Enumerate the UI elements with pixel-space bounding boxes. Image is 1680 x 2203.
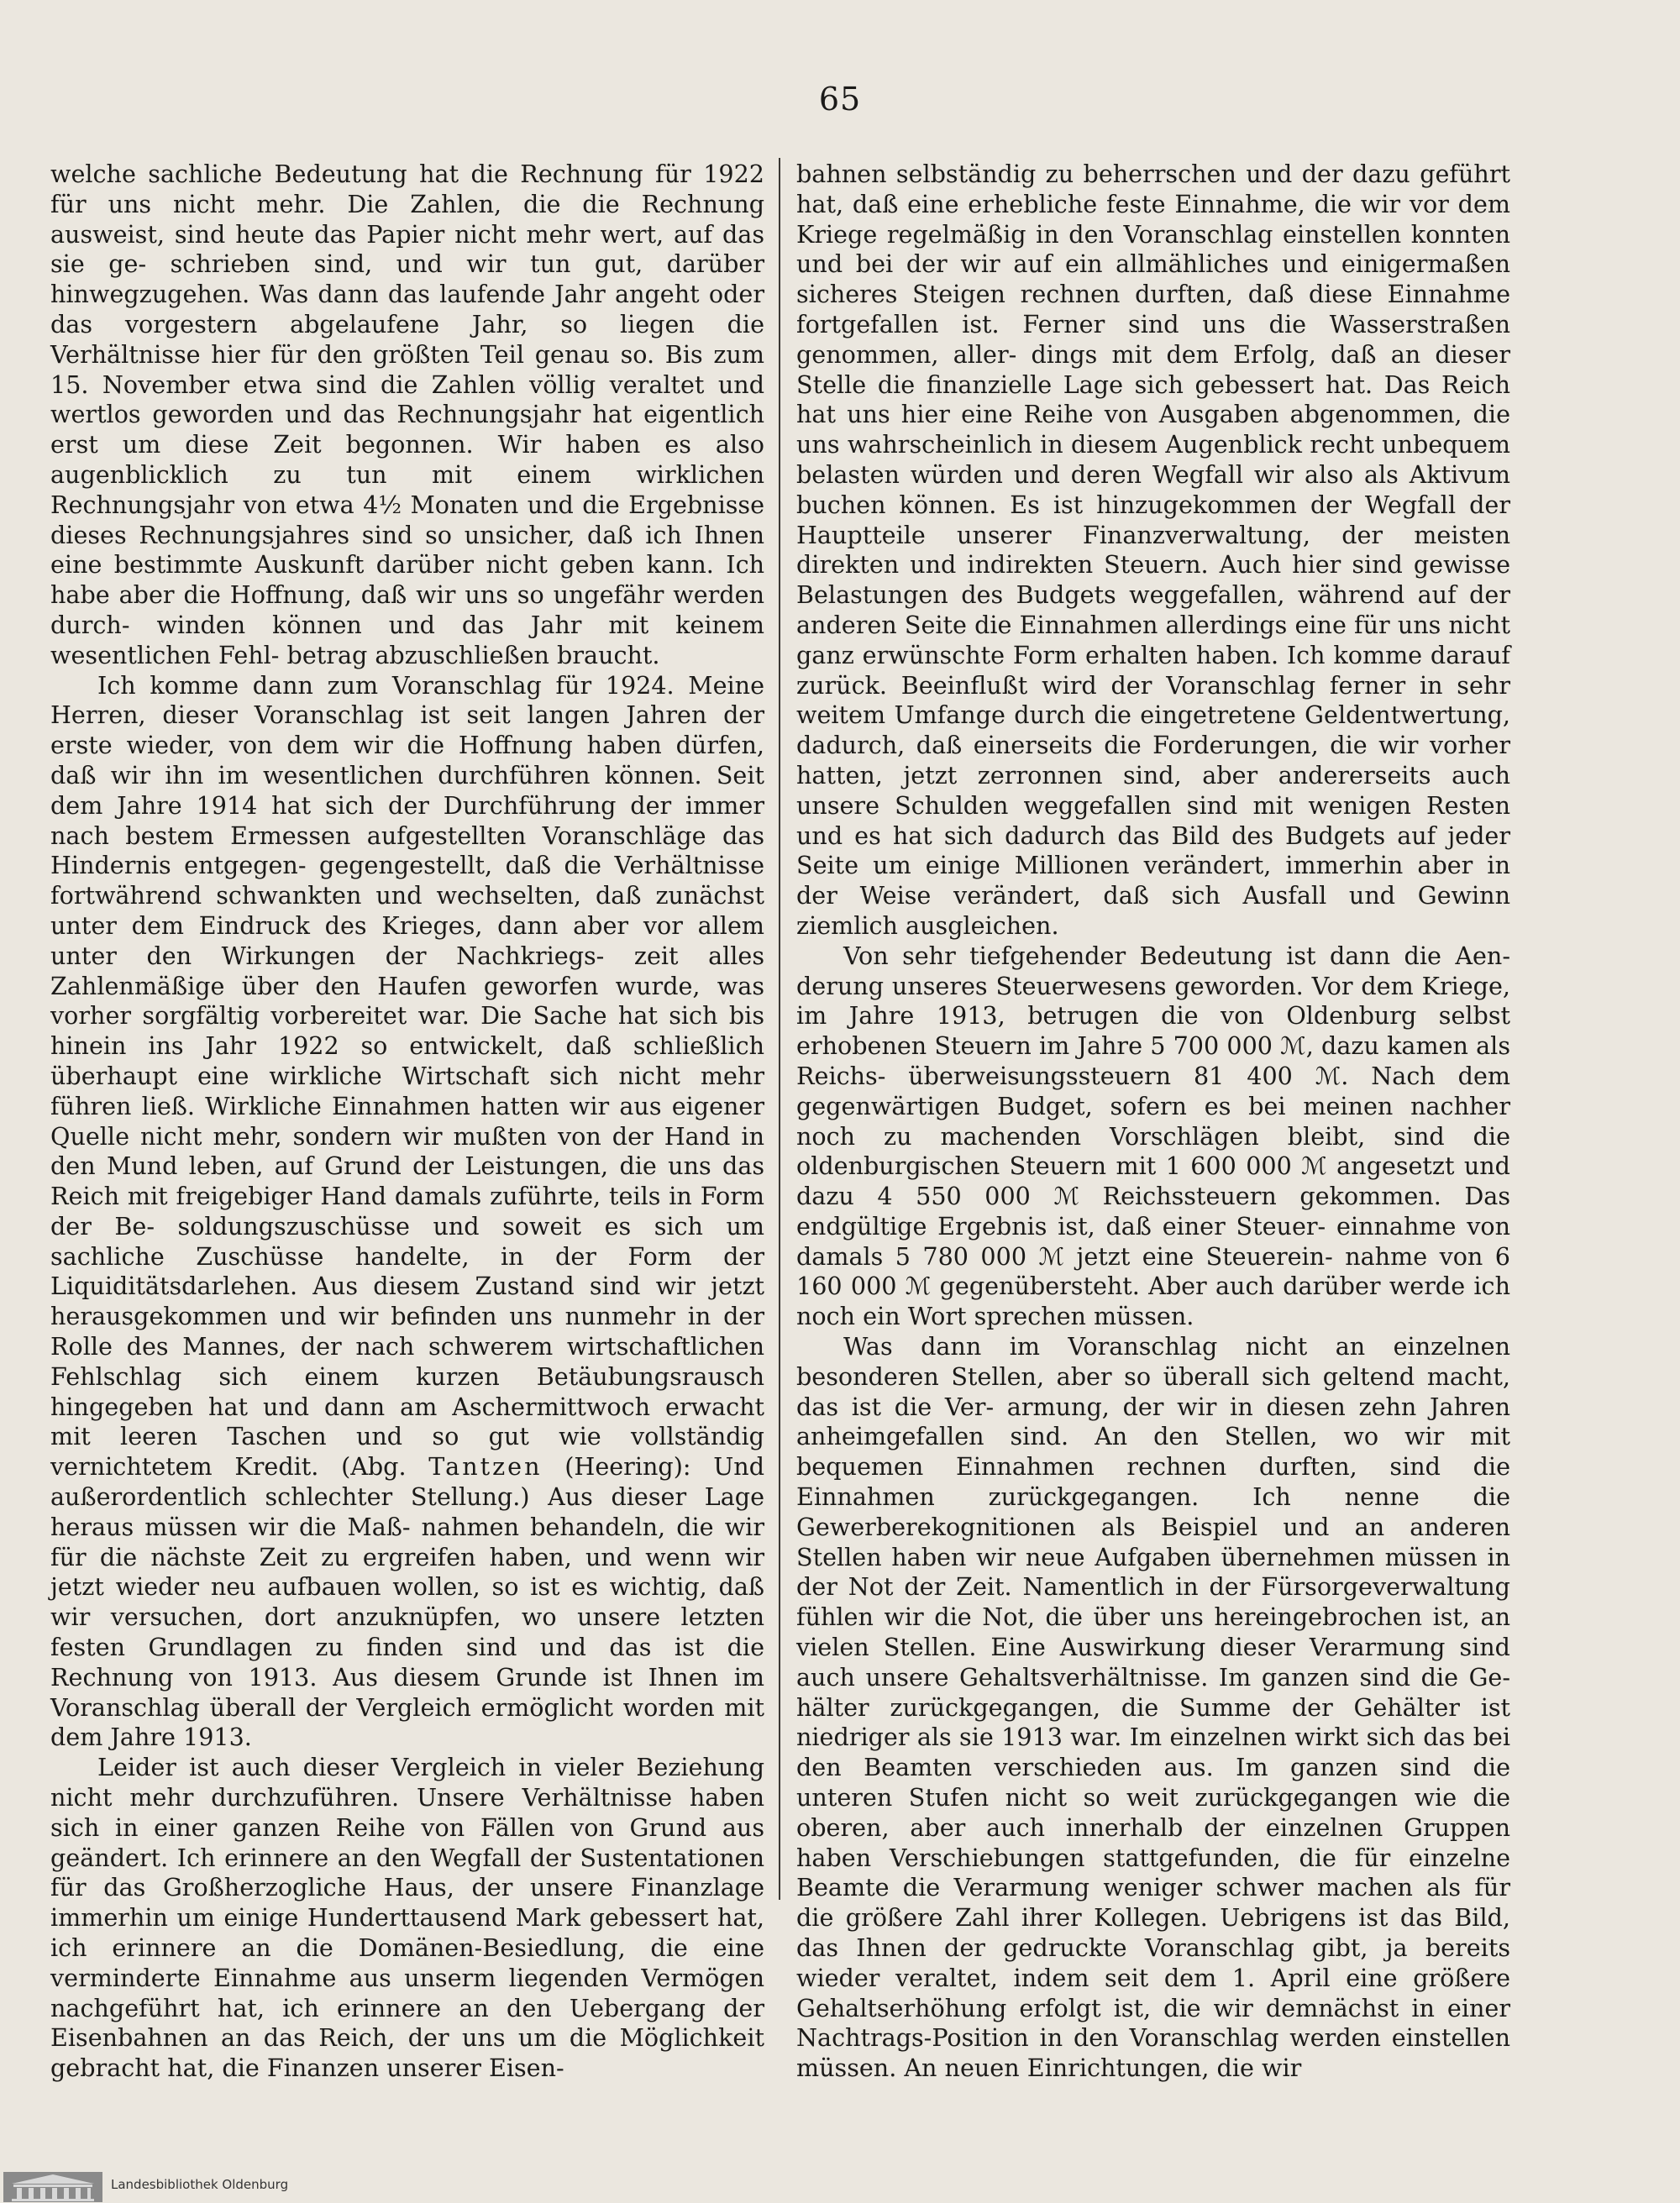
paragraph	[50, 671, 764, 1754]
footer	[0, 2167, 1680, 2203]
column-divider	[779, 158, 780, 1900]
paragraph: welche sachliche Bedeutung hat die Rechnung für 1922 für uns nicht mehr. Die Zahlen, die die Rechnung ausweist, sind heute das Papier nicht mehr wert, auf das sie ge- schrieben sind, und wir tun gut, darüber hinwegzugehen. Was dann das laufende Jahr angeht oder das vorgestern abgelaufene Jahr, so liegen die Verhältnisse hier für den größten Teil genau so. Bis zum 15. November etwa sind die Zahlen völlig veraltet und wertlos geworden und das Rechnungsjahr hat eigentlich erst um diese Zeit begonnen. Wir haben es also augenblicklich zu tun mit einem wirklichen Rechnungsjahr von etwa 4½ Monaten und die Ergebnisse dieses Rechnungsjahres sind so unsicher, daß ich Ihnen eine bestimmte Auskunft darüber nicht geben kann. Ich habe aber die Hoffnung, daß wir uns so ungefähr werden durch- winden können und das Jahr mit keinem wesentlichen Fehl- betrag abzuschließen braucht.	[50, 160, 764, 669]
library-name: Landesbibliothek Oldenburg	[111, 2177, 289, 2192]
paragraph-text: (Heering): Und außerordentlich schlechter Stellung.) Aus dieser Lage heraus müssen wir die Maß- nahmen behandeln, die wir für die nächste Zeit zu ergreifen haben, und wenn wir jetzt wieder neu aufbauen wollen, so ist es wichtig, daß wir versuchen, dort anzuknüpfen, wo unsere letzten festen Grundlagen zu finden sind und das ist die Rechnung von 1913. Aus diesem Grunde ist Ihnen im Voranschlag überall der Vergleich ermöglicht worden mit dem Jahre 1913.	[50, 1452, 765, 1752]
interjection-speaker: Tantzen	[428, 1452, 543, 1482]
page-number: 65	[818, 81, 862, 118]
paragraph: bahnen selbständig zu beherrschen und der dazu geführt hat, daß eine erhebliche feste Einnahme, die wir vor dem Kriege regelmäßig in den Voranschlag einstellen konnten und bei der wir auf ein allmähliches und einigermaßen sicheres Steigen rechnen durften, daß diese Einnahme fortgefallen ist. Ferner sind uns die Wasserstraßen genommen, aller- dings mit dem Erfolg, daß an dieser Stelle die finanzielle Lage sich gebessert hat. Das Reich hat uns hier eine Reihe von Ausgaben abgenommen, die uns wahrscheinlich in diesem Augenblick recht unbequem belasten würden und deren Wegfall wir also als Aktivum buchen können. Es ist hinzugekommen der Wegfall der Hauptteile unserer Finanzverwaltung, der meisten direkten und indirekten Steuern. Auch hier sind gewisse Belastungen des Budgets weggefallen, während auf der anderen Seite die Einnahmen allerdings eine für uns nicht ganz erwünschte Form erhalten haben. Ich komme darauf zurück. Beeinflußt wird der Voranschlag ferner in sehr weitem Umfange durch die eingetretene Geldentwertung, dadurch, daß einerseits die Forderungen, die wir vorher hatten, jetzt zerronnen sind, aber andererseits auch unsere Schulden weggefallen sind mit wenigen Resten und es hat sich dadurch das Bild des Budgets auf jeder Seite um einige Millionen verändert, immerhin aber in der Weise verändert, daß sich Ausfall und Gewinn ziemlich ausgleichen.	[796, 160, 1510, 940]
paragraph: Leider ist auch dieser Vergleich in vieler Beziehung nicht mehr durchzuführen. Unsere Verhältnisse haben sich in einer ganzen Reihe von Fällen von Grund aus geändert. Ich erinnere an den Wegfall der Sustentationen für das Großherzogliche Haus, der unsere Finanzlage immerhin um einige Hunderttausend Mark gebessert hat, ich erinnere an die Domänen-Besiedlung, die eine verminderte Einnahme aus unserm liegenden Vermögen nachgeführt hat, ich erinnere an den Uebergang der Eisenbahnen an das Reich, der uns um die Möglichkeit gebracht hat, die Finanzen unserer Eisen-	[50, 1753, 764, 2083]
paragraph-text: Ich komme dann zum Voranschlag für 1924. Meine Herren, dieser Voranschlag ist seit langen Jahren der erste wieder, von dem wir die Hoffnung haben dürfen, daß wir ihn im wesentlichen durchführen können. Seit dem Jahre 1914 hat sich der Durchführung der immer nach bestem Ermessen aufgestellten Voranschläge das Hindernis entgegen- gegengestellt, daß die Verhältnisse fortwährend schwankten und wechselten, daß zunächst unter dem Eindruck des Krieges, dann aber vor allem unter den Wirkungen der Nachkriegs- zeit alles Zahlenmäßige über den Haufen geworfen wurde, was vorher sorgfältig vorbereitet war. Die Sache hat sich bis hinein ins Jahr 1922 so entwickelt, daß schließlich überhaupt eine wirkliche Wirtschaft sich nicht mehr führen ließ. Wirkliche Einnahmen hatten wir aus eigener Quelle nicht mehr, sondern wir mußten von der Hand in den Mund leben, auf Grund der Leistungen, die uns das Reich mit freigebiger Hand damals zuführte, teils in Form der Be- soldungszuschüsse und soweit es sich um sachliche Zuschüsse handelte, in der Form der Liquiditätsdarlehen. Aus diesem Zustand sind wir jetzt herausgekommen und wir befinden uns nunmehr in der Rolle des Mannes, der nach schwerem wirtschaftlichen Fehlschlag sich einem kurzen Betäubungsrausch hingegeben hat und dann am Aschermittwoch erwacht mit leeren Taschen und so gut wie vollständig vernichtetem Kredit. (Abg.	[50, 670, 764, 1482]
paragraph: Von sehr tiefgehender Bedeutung ist dann die Aen- derung unseres Steuerwesens geworden. Vor dem Kriege, im Jahre 1913, betrugen die von Oldenburg selbst erhobenen Steuern im Jahre 5 700 000 ℳ, dazu kamen als Reichs- überweisungssteuern 81 400 ℳ. Nach dem gegenwärtigen Budget, sofern es bei meinen nachher noch zu machenden Vorschlägen bleibt, sind die oldenburgischen Steuern mit 1 600 000 ℳ angesetzt und dazu 4 550 000 ℳ Reichssteuern gekommen. Das endgültige Ergebnis ist, daß einer Steuer- einnahme von damals 5 780 000 ℳ jetzt eine Steuerein- nahme von 6 160 000 ℳ gegenübersteht. Aber auch darüber werde ich noch ein Wort sprechen müssen.	[796, 941, 1510, 1331]
library-building-icon	[3, 2172, 102, 2202]
text-column-right	[796, 160, 1510, 2084]
paragraph: Was dann im Voranschlag nicht an einzelnen besonderen Stellen, aber so überall sich geltend macht, das ist die Ver- armung, der wir in diesen zehn Jahren anheimgefallen sind. An den Stellen, wo wir mit bequemen Einnahmen rechnen durften, sind die Einnahmen zurückgegangen. Ich nenne die Gewerberekognitionen als Beispiel und an anderen Stellen haben wir neue Aufgaben übernehmen müssen in der Not der Zeit. Namentlich in der Fürsorgeverwaltung fühlen wir die Not, die über uns hereingebrochen ist, an vielen Stellen. Eine Auswirkung dieser Verarmung sind auch unsere Gehaltsverhältnisse. Im ganzen sind die Ge- hälter zurückgegangen, die Summe der Gehälter ist niedriger als sie 1913 war. Im einzelnen wirkt sich das bei den Beamten verschieden aus. Im ganzen sind die unteren Stufen nicht so weit zurückgegangen wie die oberen, aber auch innerhalb der einzelnen Gruppen haben Verschiebungen stattgefunden, die für einzelne Beamte die Verarmung weniger schwer machen als für die größere Zahl ihrer Kollegen. Uebrigens ist das Bild, das Ihnen der gedruckte Voranschlag gibt, ja bereits wieder veraltet, indem seit dem 1. April eine größere Gehaltserhöhung erfolgt ist, die wir demnächst in einer Nachtrags-Position in den Voranschlag werden einstellen müssen. An neuen Einrichtungen, die wir	[796, 1332, 1510, 2083]
text-column-left	[50, 160, 764, 2084]
